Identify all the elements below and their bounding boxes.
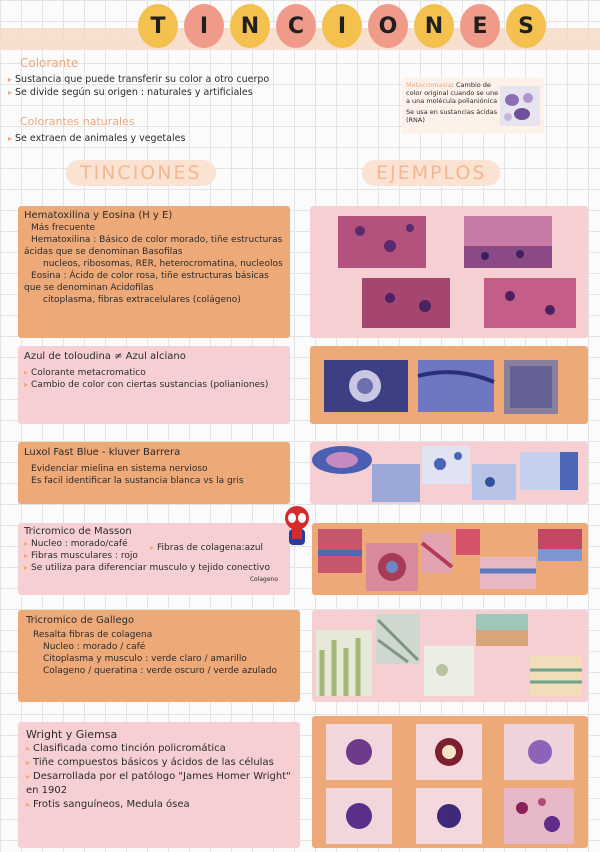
masson-micrographs (312, 523, 588, 595)
luxol-examples (310, 442, 588, 504)
spiderman-sticker (282, 505, 312, 553)
stain-line: ▸ nucleos, ribosomas, RER, heterocromatina, nucleolos (24, 258, 284, 270)
stain-title: Tricromico de Masson (24, 526, 132, 537)
stain-line: ▸ Es facil identificar la sustancia blanca vs la gris (24, 475, 284, 487)
stain-line: ▸ Colageno / queratina : verde oscuro / verde azulado (26, 665, 292, 677)
naturales-points (8, 132, 185, 145)
stain-line: ▸ Citoplasma y musculo : verde claro / amarillo (26, 653, 292, 665)
stain-line: ▸ Fibras de colagena:azul (150, 542, 263, 554)
colorante-point: ▸ Se divide según su origen : naturales y artificiales (8, 86, 388, 99)
metacromasia-card (402, 78, 544, 134)
stain-line: ▸ Nucleo : morado / café (26, 641, 292, 653)
ejemplos-header: EJEMPLOS (362, 160, 500, 186)
gallego-examples (312, 610, 588, 702)
stain-line: ▸ Nucleo : morado/café (24, 538, 284, 550)
stain-card-masson (18, 523, 290, 595)
stain-card-wright (18, 722, 300, 848)
stain-line: ▸ Frotis sanguíneos, Medula ósea (26, 798, 292, 812)
page-title (138, 4, 546, 48)
stain-line: Colageno (249, 576, 278, 583)
stain-line: ▸ Clasificada como tinción policromática (26, 742, 292, 756)
stain-line: ▸ Fibras musculares : rojo (24, 550, 284, 562)
title-letter: I (322, 4, 362, 48)
stain-line: ▸ Cambio de color con ciertas sustancias (polianiones) (24, 379, 284, 391)
stain-title: Azul de toloudina ≠ Azul alciano (24, 351, 186, 362)
stain-line: ▸ Más frecuente (24, 222, 284, 234)
wright-micrographs (312, 716, 588, 848)
title-letter: I (184, 4, 224, 48)
stain-title: Luxol Fast Blue - kluver Barrera (24, 447, 181, 458)
stain-line: ▸ Se utiliza para diferenciar musculo y tejido conectivo (24, 562, 284, 574)
stain-title: Hematoxilina y Eosina (H y E) (24, 210, 173, 221)
naturales-point: ▸ Se extraen de animales y vegetales (8, 132, 185, 145)
luxol-micrographs (310, 442, 588, 504)
metacromasia-definition: : Cambio de color original cuando se une a una molécula polianiónica (406, 81, 499, 105)
wright-examples (312, 716, 588, 848)
metachromasia-micrograph (500, 86, 540, 126)
hye-micrographs (310, 206, 588, 338)
stain-line: ▸ Hematoxilina : Básico de color morado, tiñe estructuras ácidas que se denominan Basofilas (24, 234, 284, 258)
stain-card-hye (18, 206, 290, 338)
title-letter: N (414, 4, 454, 48)
stain-card-toluidine (18, 346, 290, 424)
title-letter: T (138, 4, 178, 48)
hye-examples (310, 206, 588, 338)
stain-card-luxol (18, 442, 290, 504)
toluidine-examples (310, 346, 588, 424)
toluidine-micrographs (310, 346, 588, 424)
colorante-point: ▸ Sustancia que puede transferir su color a otro cuerpo (8, 73, 388, 86)
stain-line: ▸ Tiñe compuestos básicos y ácidos de las células (26, 756, 292, 770)
stain-line: ▸ Eosina : Ácido de color rosa, tiñe estructuras básicas que se denominan Acidofilas (24, 270, 284, 294)
masson-examples (312, 523, 588, 595)
title-letter: O (368, 4, 408, 48)
stain-line: ▸ Evidenciar mielina en sistema nervioso (24, 463, 284, 475)
colorante-heading: Colorante (20, 56, 79, 70)
colorante-points (8, 73, 388, 99)
metacromasia-term: Metacromasia (406, 81, 452, 89)
stain-line: ▸ Desarrollada por el patólogo "James Homer Wright" en 1902 (26, 770, 292, 798)
stain-card-gallego (18, 610, 300, 702)
title-letter: C (276, 4, 316, 48)
stain-title: Wright y Giemsa (26, 728, 118, 741)
metacromasia-note: Se usa en sustancias ácidas (RNA) (406, 108, 498, 124)
title-letter: S (506, 4, 546, 48)
gallego-micrographs (312, 610, 588, 702)
tinciones-header: TINCIONES (66, 160, 216, 186)
stain-line: ▸ Colorante metacromatico (24, 367, 284, 379)
stain-line: ▸ Resalta fibras de colagena (26, 629, 292, 641)
title-letter: N (230, 4, 270, 48)
naturales-heading: Colorantes naturales (20, 115, 135, 128)
stain-line: ▸ citoplasma, fibras extracelulares (colágeno) (24, 294, 284, 306)
title-letter: E (460, 4, 500, 48)
stain-title: Tricromico de Gallego (26, 615, 135, 626)
